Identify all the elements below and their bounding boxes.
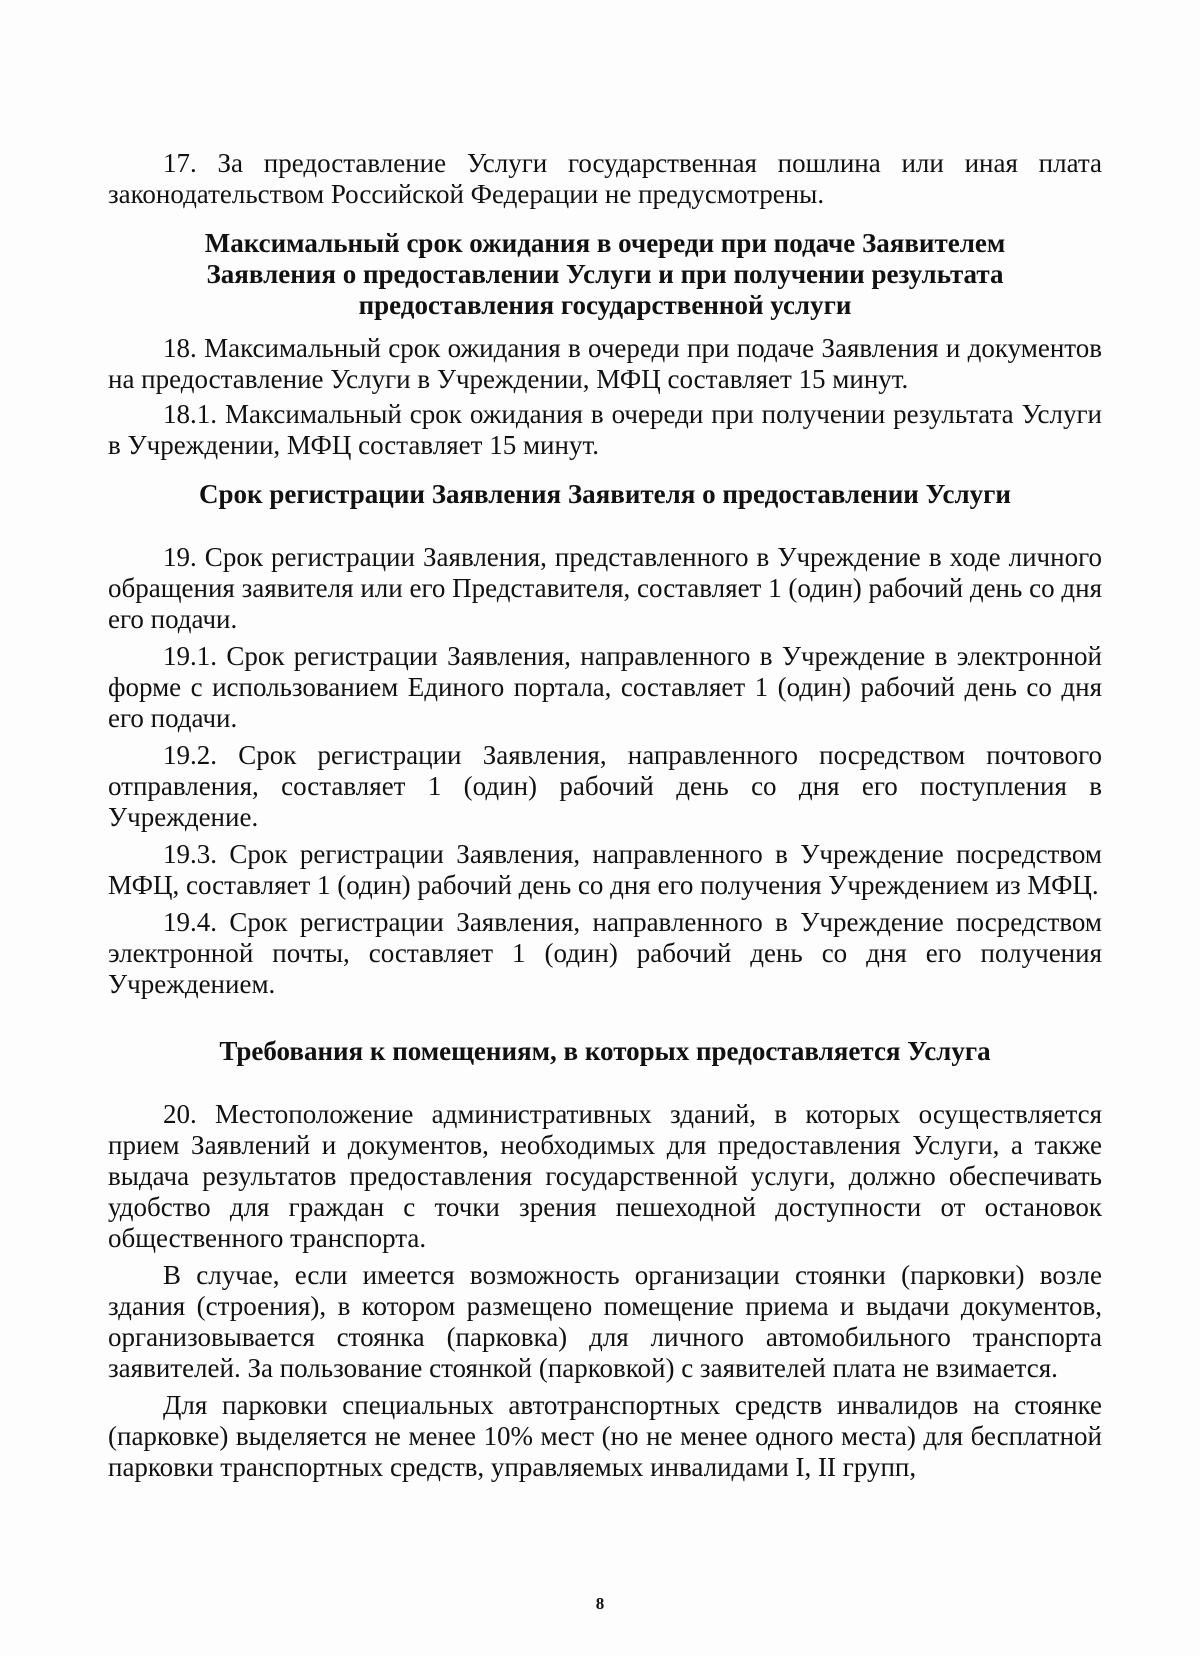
paragraph-19-2: 19.2. Срок регистрации Заявления, направленного посредством почтового отправления, составляет 1 (один) рабочий день со дня его поступления в Учреждение.: [108, 740, 1102, 832]
document-body: [108, 148, 1102, 1483]
section-heading-registration-term: Срок регистрации Заявления Заявителя о предоставлении Услуги: [199, 479, 1011, 509]
paragraph-19: 19. Срок регистрации Заявления, представленного в Учреждение в ходе личного обращения заявителя или его Представителя, составляет 1 (один) рабочий день со дня его подачи.: [108, 542, 1102, 634]
paragraph-19-1: 19.1. Срок регистрации Заявления, направленного в Учреждение в электронной форме с использованием Единого портала, составляет 1 (один) рабочий день со дня его подачи.: [108, 641, 1102, 733]
paragraph-20-disabled-parking: Для парковки специальных автотранспортных средств инвалидов на стоянке (парковке) выделяется не менее 10% мест (но не менее одного места) для бесплатной парковки транспортных средств, управляемых инвалидами I, II групп,: [108, 1390, 1102, 1482]
paragraph-17: 17. За предоставление Услуги государственная пошлина или иная плата законодательством Российской Федерации не предусмотрены.: [108, 148, 1102, 209]
paragraph-18-1: 18.1. Максимальный срок ожидания в очереди при получении результата Услуги в Учреждении, МФЦ составляет 15 минут.: [108, 399, 1102, 460]
paragraph-20-parking: В случае, если имеется возможность организации стоянки (парковки) возле здания (строения), в котором размещено помещение приема и выдачи документов, организовывается стоянка (парковка) для личного автомобильного транспорта заявителей. За пользование стоянкой (парковкой) с заявителей плата не взимается.: [108, 1260, 1102, 1383]
section-heading-premises-requirements: Требования к помещениям, в которых предоставляется Услуга: [219, 1036, 991, 1066]
section-heading-queue-time: Максимальный срок ожидания в очереди при подаче Заявителем Заявления о предоставлении Услуги и при получении результата предоставления государственной услуги: [204, 228, 1006, 320]
paragraph-20: 20. Местоположение административных зданий, в которых осуществляется прием Заявлений и документов, необходимых для предоставления Услуги, а также выдача результатов предоставления государственной услуги, должно обеспечивать удобство для граждан с точки зрения пешеходной доступности от остановок общественного транспорта.: [108, 1099, 1102, 1253]
paragraph-19-3: 19.3. Срок регистрации Заявления, направленного в Учреждение посредством МФЦ, составляет 1 (один) рабочий день со дня его получения Учреждением из МФЦ.: [108, 839, 1102, 900]
paragraph-18: 18. Максимальный срок ожидания в очереди при подаче Заявления и документов на предоставление Услуги в Учреждении, МФЦ составляет 15 минут.: [108, 333, 1102, 394]
page-number: 8: [595, 1594, 605, 1613]
paragraph-19-4: 19.4. Срок регистрации Заявления, направленного в Учреждение посредством электронной почты, составляет 1 (один) рабочий день со дня его получения Учреждением.: [108, 907, 1102, 999]
